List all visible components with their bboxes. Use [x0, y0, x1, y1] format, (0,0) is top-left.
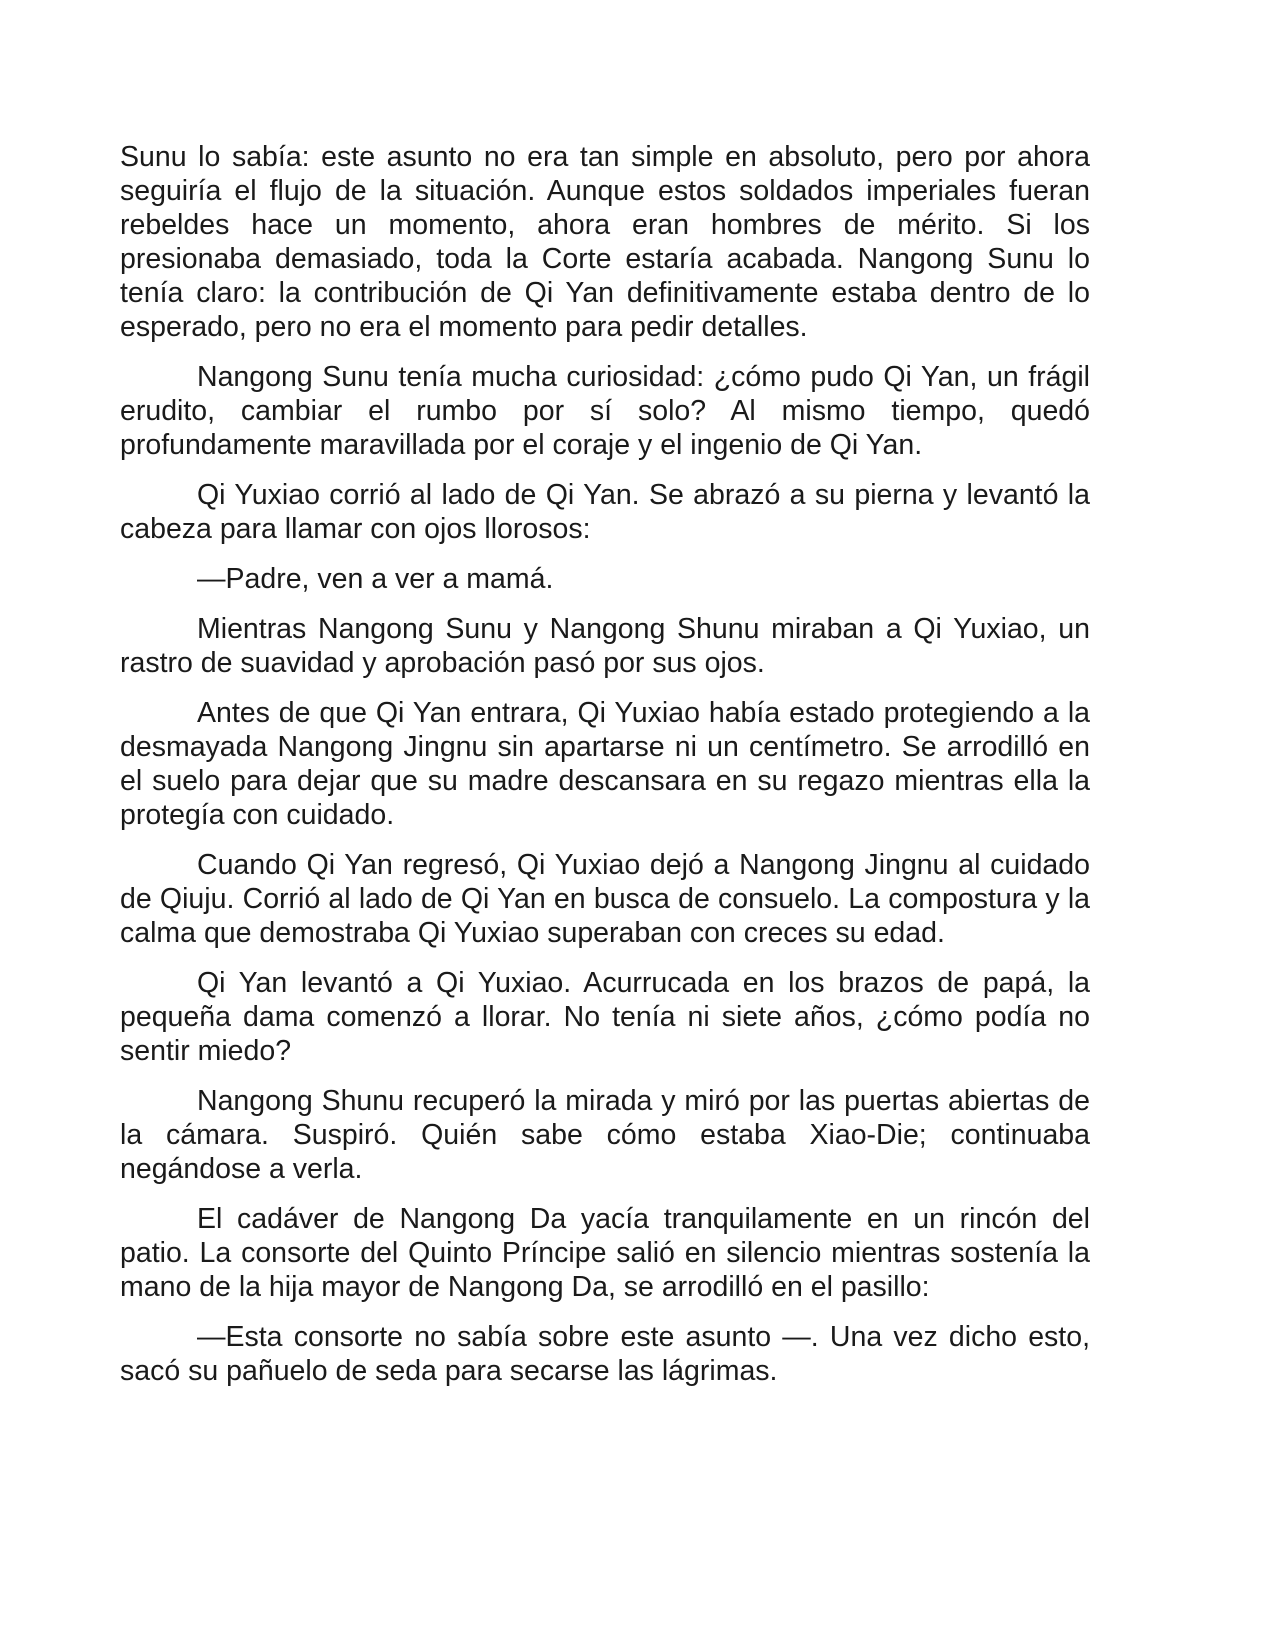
paragraph: Nangong Shunu recuperó la mirada y miró por las puertas abiertas de la cámara. Suspiró. Quién sabe cómo estaba Xiao-Die; continuaba negándose a verla. [120, 1085, 1090, 1185]
paragraph: Cuando Qi Yan regresó, Qi Yuxiao dejó a Nangong Jingnu al cuidado de Qiuju. Corrió al lado de Qi Yan en busca de consuelo. La compostura y la calma que demostraba Qi Yuxiao superaban con creces su edad. [120, 849, 1090, 949]
paragraph: Mientras Nangong Sunu y Nangong Shunu miraban a Qi Yuxiao, un rastro de suavidad y aprobación pasó por sus ojos. [120, 613, 1090, 679]
paragraph: Qi Yan levantó a Qi Yuxiao. Acurrucada en los brazos de papá, la pequeña dama comenzó a llorar. No tenía ni siete años, ¿cómo podía no sentir miedo? [120, 967, 1090, 1067]
paragraph: Sunu lo sabía: este asunto no era tan simple en absoluto, pero por ahora seguiría el flujo de la situación. Aunque estos soldados imperiales fueran rebeldes hace un momento, ahora eran hombres de mérito. Si los presionaba demasiado, toda la Corte estaría acabada. Nangong Sunu lo tenía claro: la contribución de Qi Yan definitivamente estaba dentro de lo esperado, pero no era el momento para pedir detalles. [120, 141, 1090, 343]
document-page [120, 140, 1090, 1404]
paragraph: Nangong Sunu tenía mucha curiosidad: ¿cómo pudo Qi Yan, un frágil erudito, cambiar el rumbo por sí solo? Al mismo tiempo, quedó profundamente maravillada por el coraje y el ingenio de Qi Yan. [120, 361, 1090, 461]
paragraph: Antes de que Qi Yan entrara, Qi Yuxiao había estado protegiendo a la desmayada Nangong Jingnu sin apartarse ni un centímetro. Se arrodilló en el suelo para dejar que su madre descansara en su regazo mientras ella la protegía con cuidado. [120, 697, 1090, 831]
paragraph: —Esta consorte no sabía sobre este asunto —. Una vez dicho esto, sacó su pañuelo de seda para secarse las lágrimas. [120, 1321, 1090, 1387]
paragraph: —Padre, ven a ver a mamá. [197, 563, 554, 595]
paragraph: Qi Yuxiao corrió al lado de Qi Yan. Se abrazó a su pierna y levantó la cabeza para llamar con ojos llorosos: [120, 479, 1090, 545]
paragraph: El cadáver de Nangong Da yacía tranquilamente en un rincón del patio. La consorte del Quinto Príncipe salió en silencio mientras sostenía la mano de la hija mayor de Nangong Da, se arrodilló en el pasillo: [120, 1203, 1090, 1303]
